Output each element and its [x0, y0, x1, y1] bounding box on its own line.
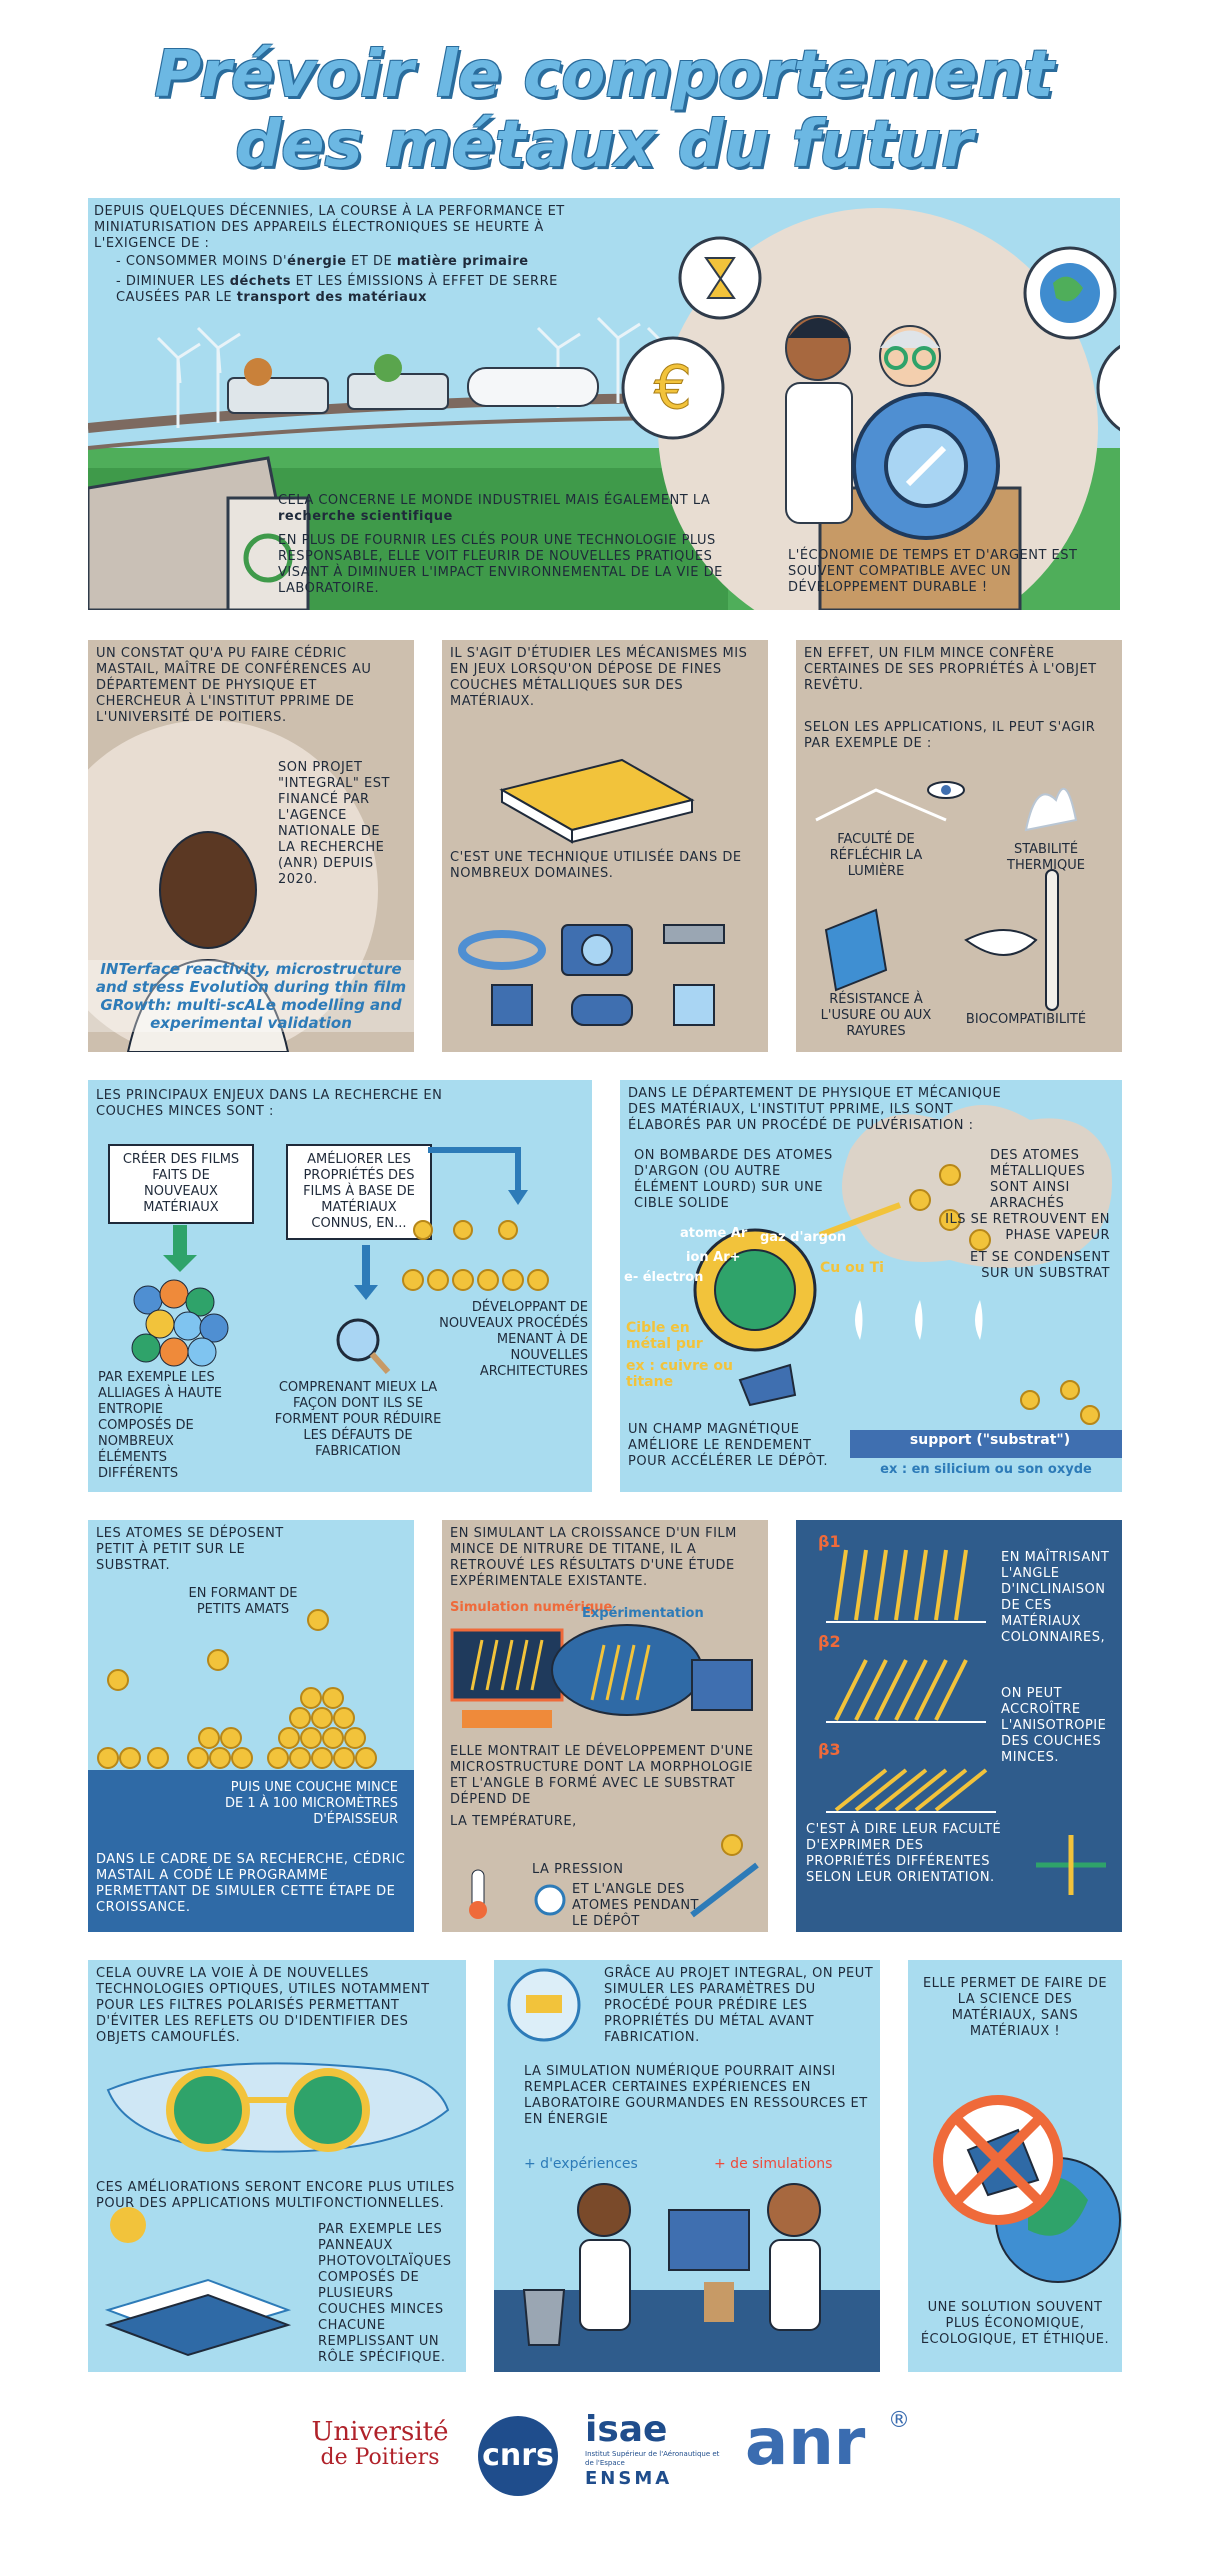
- vapour-text: ILS SE RETROUVENT EN PHASE VAPEUR: [945, 1212, 1110, 1243]
- deposition-text: LES ATOMES SE DÉPOSENT PETIT À PETIT SUR LE SUBSTRAT.: [96, 1526, 284, 1573]
- logo-anr: anr: [745, 2406, 866, 2480]
- intro-bullet-2: [116, 274, 586, 306]
- optics-text-2: CES AMÉLIORATIONS SERONT ENCORE PLUS UTILES POUR DES APPLICATIONS MULTIFONCTIONNELLES.: [96, 2180, 455, 2211]
- ethics-text-2: UNE SOLUTION SOUVENT PLUS ÉCONOMIQUE, ÉCOLOGIQUE, ET ÉTHIQUE.: [920, 2300, 1110, 2347]
- clusters-text: EN FORMANT DE PETITS AMATS: [188, 1586, 298, 1617]
- challenges-text: LES PRINCIPAUX ENJEUX DANS LA RECHERCHE EN COUCHES MINCES SONT :: [96, 1088, 443, 1119]
- economy-text: L'ÉCONOMIE DE TEMPS ET D'ARGENT EST SOUVENT COMPATIBLE AVEC UN DÉVELOPPEMENT DURABLE !: [788, 548, 1078, 595]
- microstructure-text-2: ELLE MONTRAIT LE DÉVELOPPEMENT D'UNE MICROSTRUCTURE DONT LA MORPHOLOGIE ET L'ANGLE Β FORMÉ AVEC LE SUBSTRAT DÉPEND DE: [450, 1744, 754, 1807]
- challenges-panel: [88, 1080, 592, 1492]
- gas-label: gaz d'argon: [760, 1230, 847, 1245]
- challenge-caption-3: DÉVELOPPANT DE NOUVEAUX PROCÉDÉS MENANT À DE NOUVELLES ARCHITECTURES: [439, 1300, 588, 1379]
- condense-text: ET SE CONDENSENT SUR UN SUBSTRAT: [970, 1250, 1110, 1281]
- sputtering-panel: [620, 1080, 1122, 1492]
- experiment-label: Expérimentation: [582, 1606, 704, 1621]
- property-biocompat: BIOCOMPATIBILITÉ: [965, 1012, 1087, 1027]
- integral-text: GRÂCE AU PROJET INTEGRAL, ON PEUT SIMULER LES PARAMÈTRES DU PROCÉDÉ POUR PRÉDIRE LES PROPRIÉTÉS DU MÉTAL AVANT FABRICATION.: [604, 1966, 874, 2045]
- technique-illustration: [442, 740, 768, 1040]
- microstructure-text: EN SIMULANT LA CROISSANCE D'UN FILM MINCE DE NITRURE DE TITANE, IL A RETROUVÉ LES RÉSULTATS D'UNE ÉTUDE EXPÉRIMENTALE EXISTANTE.: [450, 1526, 737, 1589]
- property-reflect: FACULTÉ DE RÉFLÉCHIR LA LUMIÈRE: [829, 832, 923, 879]
- magnet-text: UN CHAMP MAGNÉTIQUE AMÉLIORE LE RENDEMENT POUR ACCÉLÉRER LE DÉPÔT.: [628, 1422, 829, 1469]
- more-simulations: + de simulations: [714, 2156, 833, 2172]
- bullet-2-emissions: ET LES ÉMISSIONS À EFFET DE SERRE CAUSÉES PAR LE: [116, 274, 558, 305]
- industry-research: recherche scientifique: [278, 509, 453, 524]
- logo-universite-poitiers: [305, 2418, 455, 2470]
- title-line-2: des métaux du futur: [235, 108, 973, 182]
- anr-registered: ®: [888, 2408, 910, 2433]
- project-acronym: INTerface reactivity, microstructure and stress Evolution during thin film GRowth: multi-scALe modelling and experimental validation: [88, 960, 414, 1032]
- anisotropy-text-3: C'EST À DIRE LEUR FACULTÉ D'EXPRIMER DES PROPRIÉTÉS DIFFÉRENTES SELON LEUR ORIENTATION.: [806, 1822, 1002, 1885]
- univ-line-1: Université: [311, 2417, 449, 2447]
- challenge-caption-2: COMPRENANT MIEUX LA FAÇON DONT ILS SE FORMENT POUR RÉDUIRE LES DÉFAUTS DE FABRICATION: [274, 1380, 442, 1459]
- angle-text: ET L'ANGLE DES ATOMES PENDANT LE DÉPÔT: [572, 1882, 699, 1929]
- project-text: SON PROJET "INTEGRAL" EST FINANCÉ PAR L'AGENCE NATIONALE DE LA RECHERCHE (ANR) DEPUIS 2020.: [278, 760, 390, 887]
- partner-logos: [0, 2390, 1208, 2520]
- isae-subtitle: Institut Supérieur de l'Aéronautique et de l'Espace: [585, 2450, 720, 2467]
- properties-text: EN EFFET, UN FILM MINCE CONFÈRE CERTAINES DE SES PROPRIÉTÉS À L'OBJET REVÊTU.: [804, 646, 1097, 693]
- challenge-caption-1: PAR EXEMPLE LES ALLIAGES À HAUTE ENTROPIE COMPOSÉS DE NOMBREUX ÉLÉMENTS DIFFÉRENTS: [98, 1370, 222, 1481]
- bullet-2-transport: transport des matériaux: [236, 290, 428, 305]
- technique-panel: [442, 640, 768, 1052]
- univ-line-2: de Poitiers: [320, 2445, 440, 2470]
- beta-1: β1: [818, 1532, 841, 1551]
- layer-text: PUIS UNE COUCHE MINCE DE 1 À 100 MICROMÈTRES D'ÉPAISSEUR: [225, 1780, 398, 1827]
- cu-ti-label: Cu ou Ti: [820, 1260, 884, 1276]
- target-label: Cible en métal pur: [626, 1320, 703, 1352]
- industry-text: [278, 493, 728, 525]
- euro-symbol: €: [653, 353, 693, 423]
- pressure-text: LA PRESSION: [532, 1862, 624, 1877]
- support-label: support ("substrat"): [909, 1432, 1071, 1448]
- properties-panel: [796, 640, 1122, 1052]
- ion-label: ion Ar+: [686, 1250, 741, 1265]
- bombard-text: ON BOMBARDE DES ATOMES D'ARGON (OU AUTRE ÉLÉMENT LOURD) SUR UNE CIBLE SOLIDE: [634, 1148, 833, 1211]
- beta-2: β2: [818, 1632, 841, 1651]
- optics-text: CELA OUVRE LA VOIE À DE NOUVELLES TECHNOLOGIES OPTIQUES, UTILES NOTAMMENT POUR LES FILTRES POLARISÉS PERMETTANT D'ÉVITER LES REFLETS OU D'IDENTIFIER DES OBJETS CAMOUFLÉS.: [96, 1966, 430, 2045]
- researcher-panel: [88, 640, 414, 1052]
- optics-panel: [88, 1960, 466, 2372]
- logo-isae-ensma: [585, 2410, 725, 2490]
- researcher-text: UN CONSTAT QU'A PU FAIRE CÉDRIC MASTAIL, MAÎTRE DE CONFÉRENCES AU DÉPARTEMENT DE PHYSIQUE ET CHERCHEUR À L'INSTITUT PPRIME DE L'UNIVERSITÉ DE POITIERS.: [96, 646, 372, 725]
- beta-3: β3: [818, 1740, 841, 1759]
- sputtering-text: DANS LE DÉPARTEMENT DE PHYSIQUE ET MÉCANIQUE DES MATÉRIAUX, L'INSTITUT PPRIME, ILS SONT ÉLABORÉS PAR UN PROCÉDÉ DE PULVÉRISATION :: [628, 1086, 1002, 1133]
- target-example: ex : cuivre ou titane: [626, 1358, 733, 1390]
- electron-label: e- électron: [624, 1270, 704, 1285]
- simulation-label: Simulation numérique: [450, 1600, 613, 1615]
- technique-text-2: C'EST UNE TECHNIQUE UTILISÉE DANS DE NOMBREUX DOMAINES.: [450, 850, 742, 881]
- technique-text: IL S'AGIT D'ÉTUDIER LES MÉCANISMES MIS EN JEUX LORSQU'ON DÉPOSE DE FINES COUCHES MÉTALLIQUES SUR DES MATÉRIAUX.: [450, 646, 748, 709]
- intro-text: DEPUIS QUELQUES DÉCENNIES, LA COURSE À LA PERFORMANCE ET MINIATURISATION DES APPAREILS ÉLECTRONIQUES SE HEURTE À L'EXIGENCE DE :: [94, 204, 565, 251]
- bullet-1-matter: matière primaire: [396, 254, 529, 269]
- challenge-box-2: AMÉLIORER LES PROPRIÉTÉS DES FILMS À BASE DE MATÉRIAUX CONNUS, EN...: [286, 1144, 432, 1240]
- bullet-1-energy: énergie: [287, 254, 347, 269]
- deposition-panel: [88, 1520, 414, 1932]
- microstructure-panel: [442, 1520, 768, 1932]
- logo-cnrs: cnrs: [478, 2416, 558, 2496]
- temperature-text: LA TEMPÉRATURE,: [450, 1814, 577, 1829]
- intro-panel: [88, 198, 1120, 610]
- ensma-wordmark: ENSMA: [585, 2468, 673, 2489]
- bullet-2-text: - DIMINUER LES: [116, 274, 230, 289]
- page-title: [0, 40, 1208, 180]
- photovoltaic-text: PAR EXEMPLE LES PANNEAUX PHOTOVOLTAÏQUES COMPOSÉS DE PLUSIEURS COUCHES MINCES CHACUNE REMPLISSANT UN RÔLE SPÉCIFIQUE.: [318, 2222, 452, 2365]
- atom-label: atome Ar: [680, 1226, 748, 1241]
- title-line-1: Prévoir le comportement: [154, 38, 1054, 112]
- ethics-text: ELLE PERMET DE FAIRE DE LA SCIENCE DES MATÉRIAUX, SANS MATÉRIAUX !: [922, 1976, 1108, 2039]
- property-thermal: STABILITÉ THERMIQUE: [1007, 842, 1085, 873]
- properties-text-2: SELON LES APPLICATIONS, IL PEUT S'AGIR PAR EXEMPLE DE :: [804, 720, 1096, 751]
- bullet-1-and: ET DE: [346, 254, 397, 269]
- industry-text-2: EN PLUS DE FOURNIR LES CLÉS POUR UNE TECHNOLOGIE PLUS RESPONSABLE, ELLE VOIT FLEURIR DE NOUVELLES PRATIQUES VISANT À DIMINUER L'IMPACT ENVIRONNEMENTAL DE LA VIE DE LABORATOIRE.: [278, 533, 723, 596]
- anisotropy-text: EN MAÎTRISANT L'ANGLE D'INCLINAISON DE CES MATÉRIAUX COLONNAIRES,: [1001, 1550, 1110, 1645]
- more-experiments: + d'expériences: [524, 2156, 638, 2172]
- simulation-text: DANS LE CADRE DE SA RECHERCHE, CÉDRIC MASTAIL A CODÉ LE PROGRAMME PERMETTANT DE SIMULER CETTE ÉTAPE DE CROISSANCE.: [96, 1852, 406, 1915]
- support-example: ex : en silicium ou son oxyde: [880, 1462, 1092, 1477]
- intro-bullet-1: [116, 254, 636, 270]
- anisotropy-text-2: ON PEUT ACCROÎTRE L'ANISOTROPIE DES COUCHES MINCES.: [1001, 1686, 1107, 1765]
- industry-text-a: CELA CONCERNE LE MONDE INDUSTRIEL MAIS ÉGALEMENT LA: [278, 493, 711, 508]
- integral-text-2: LA SIMULATION NUMÉRIQUE POURRAIT AINSI REMPLACER CERTAINES EXPÉRIENCES EN LABORATOIRE GOURMANDES EN RESSOURCES ET EN ÉNERGIE: [524, 2064, 868, 2127]
- anisotropy-panel: [796, 1520, 1122, 1932]
- ethics-panel: [908, 1960, 1122, 2372]
- property-wear: RÉSISTANCE À L'USURE OU AUX RAYURES: [820, 992, 932, 1039]
- challenge-box-1: CRÉER DES FILMS FAITS DE NOUVEAUX MATÉRIAUX: [108, 1144, 254, 1224]
- isae-wordmark: isae: [585, 2409, 668, 2450]
- cloud-text: DES ATOMES MÉTALLIQUES SONT AINSI ARRACHÉS: [990, 1148, 1086, 1211]
- bullet-2-waste: déchets: [229, 274, 292, 289]
- integral-panel: [494, 1960, 880, 2372]
- bullet-1-text: - CONSOMMER MOINS D': [116, 254, 288, 269]
